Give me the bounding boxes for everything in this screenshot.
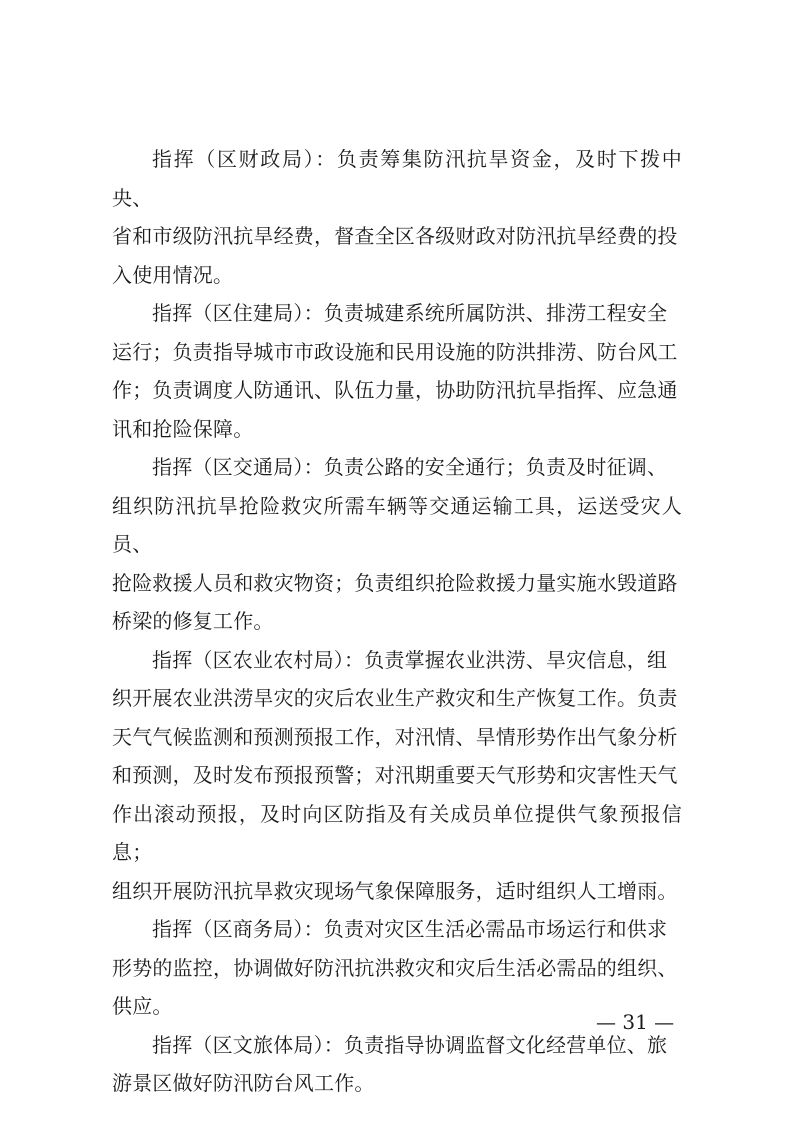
paragraph-agriculture-bureau: 指挥（区农业农村局）：负责掌握农业洪涝、旱灾信息，组 织开展农业洪涝旱灾的灾后农业生产救灾和生产恢复工作。负责 天气气候监测和预测预报工作，对汛情、旱情形势作出气象分析 和预测，及时发布预报预警；对汛期重要天气形势和灾害性天气 作出滚动预报，及时向区防指及有关成员单位提供气象预报信息； 组织开展防汛抗旱救灾现场气象保障服务，适时组织人工增雨。 (112, 647, 682, 903)
paragraph-commerce-bureau: 指挥（区商务局）：负责对灾区生活必需品市场运行和供求 形势的监控，协调做好防汛抗洪救灾和灾后生活必需品的组织、 供应。 (112, 917, 678, 1018)
body-text (112, 140, 682, 1103)
paragraph-finance-bureau: 指挥（区财政局）：负责筹集防汛抗旱资金，及时下拨中央、 省和市级防汛抗旱经费，督查全区各级财政对防汛抗旱经费的投 入使用情况。 (112, 147, 682, 287)
paragraph-transport-bureau: 指挥（区交通局）：负责公路的安全通行；负责及时征调、 组织防汛抗旱抢险救灾所需车辆等交通运输工具，运送受灾人员、 抢险救援人员和救灾物资；负责组织抢险救援力量实施水毁道路 桥梁的修复工作。 (112, 455, 682, 633)
page-number: — 31 — (596, 1010, 675, 1034)
paragraph-housing-bureau: 指挥（区住建局）：负责城建系统所属防洪、排涝工程安全 运行；负责指导城市市政设施和民用设施的防洪排涝、防台风工 作；负责调度人防通讯、队伍力量，协助防汛抗旱指挥、应急通 讯和抢险保障。 (112, 301, 678, 441)
paragraph-culture-tourism-bureau: 指挥（区文旅体局）：负责指导协调监督文化经营单位、旅 游景区做好防汛防台风工作。 (112, 1032, 668, 1095)
